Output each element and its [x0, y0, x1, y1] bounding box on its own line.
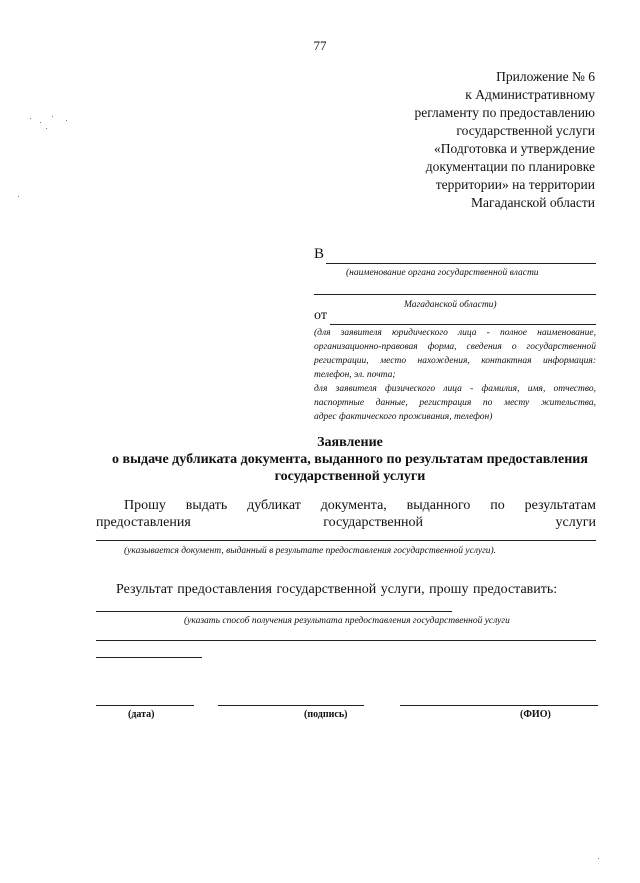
appendix-line: государственной услуги [456, 123, 595, 138]
authority-name-field[interactable] [326, 263, 596, 264]
request-word: государственной [323, 515, 424, 530]
document-hint: (указывается документ, выданный в результате предоставления государственной услуги). [124, 546, 497, 556]
request-word: услуги [555, 515, 596, 530]
document-title [60, 434, 640, 485]
scan-speck [30, 118, 31, 119]
scan-speck [18, 196, 19, 197]
appendix-line: регламенту по предоставлению [414, 105, 595, 120]
scan-speck [46, 128, 47, 129]
authority-hint: (наименование органа государственной власти [346, 268, 539, 278]
page-number: 77 [313, 38, 327, 53]
applicant-hint-line: для заявителя физического лица - фамилия, имя, отчество, [314, 384, 596, 394]
authority-hint-2: Магаданской области) [404, 300, 497, 310]
appendix-header [335, 68, 595, 212]
request-word: результатам [524, 498, 596, 513]
appendix-line: документации по планировке [425, 159, 595, 174]
request-word: документа, [320, 498, 387, 513]
appendix-line: Магаданской области [471, 195, 595, 210]
date-field[interactable] [96, 705, 194, 706]
authority-name-field-2[interactable] [314, 294, 596, 295]
applicant-hint-line: телефон, эл. почта; [314, 370, 396, 380]
appendix-line: Приложение № 6 [496, 69, 595, 84]
from-prefix: от [314, 308, 327, 323]
scan-speck [66, 120, 67, 121]
request-word: выданного [406, 498, 471, 513]
applicant-hint [314, 326, 596, 424]
request-word: предоставления [96, 515, 191, 530]
result-hint: (указать способ получения результата предоставления государственной услуги [184, 616, 510, 626]
signature-label: (подпись) [304, 709, 348, 720]
result-method-field[interactable] [96, 611, 452, 612]
request-word: дубликат [247, 498, 301, 513]
scan-speck [40, 122, 41, 123]
appendix-line: к Административному [465, 87, 595, 102]
document-field[interactable] [96, 540, 596, 541]
result-method-field-2[interactable] [96, 640, 596, 641]
applicant-field[interactable] [330, 324, 596, 325]
applicant-hint-line: адрес фактического проживания, телефон) [314, 412, 493, 422]
result-method-field-3[interactable] [96, 657, 202, 658]
title-line-1: Заявление [317, 435, 383, 450]
request-word: по [490, 498, 505, 513]
title-line-3: государственной услуги [274, 469, 426, 484]
signature-field[interactable] [218, 705, 364, 706]
result-text: Результат предоставления государственной услуги, прошу предоставить: [116, 582, 558, 597]
request-paragraph [96, 497, 596, 531]
appendix-line: территории» на территории [435, 177, 595, 192]
request-word: выдать [185, 498, 228, 513]
applicant-hint-line: паспортные данные, регистрация по месту жительства, [314, 398, 596, 408]
title-line-2: о выдаче дубликата документа, выданного по результатам предоставления [112, 452, 588, 467]
request-word: Прошу [124, 498, 166, 513]
appendix-line: «Подготовка и утверждение [434, 141, 595, 156]
applicant-hint-line: организационно-правовая форма, сведения о государственной [314, 342, 596, 352]
full-name-label: (ФИО) [520, 709, 551, 720]
to-prefix: В [314, 246, 325, 262]
scan-speck [598, 858, 599, 859]
applicant-hint-line: регистрации, место нахождения, контактная информация: [314, 356, 596, 366]
date-label: (дата) [128, 709, 155, 720]
scan-speck [52, 116, 53, 117]
full-name-field[interactable] [400, 705, 598, 706]
applicant-hint-line: (для заявителя юридического лица - полное наименование, [314, 328, 596, 338]
